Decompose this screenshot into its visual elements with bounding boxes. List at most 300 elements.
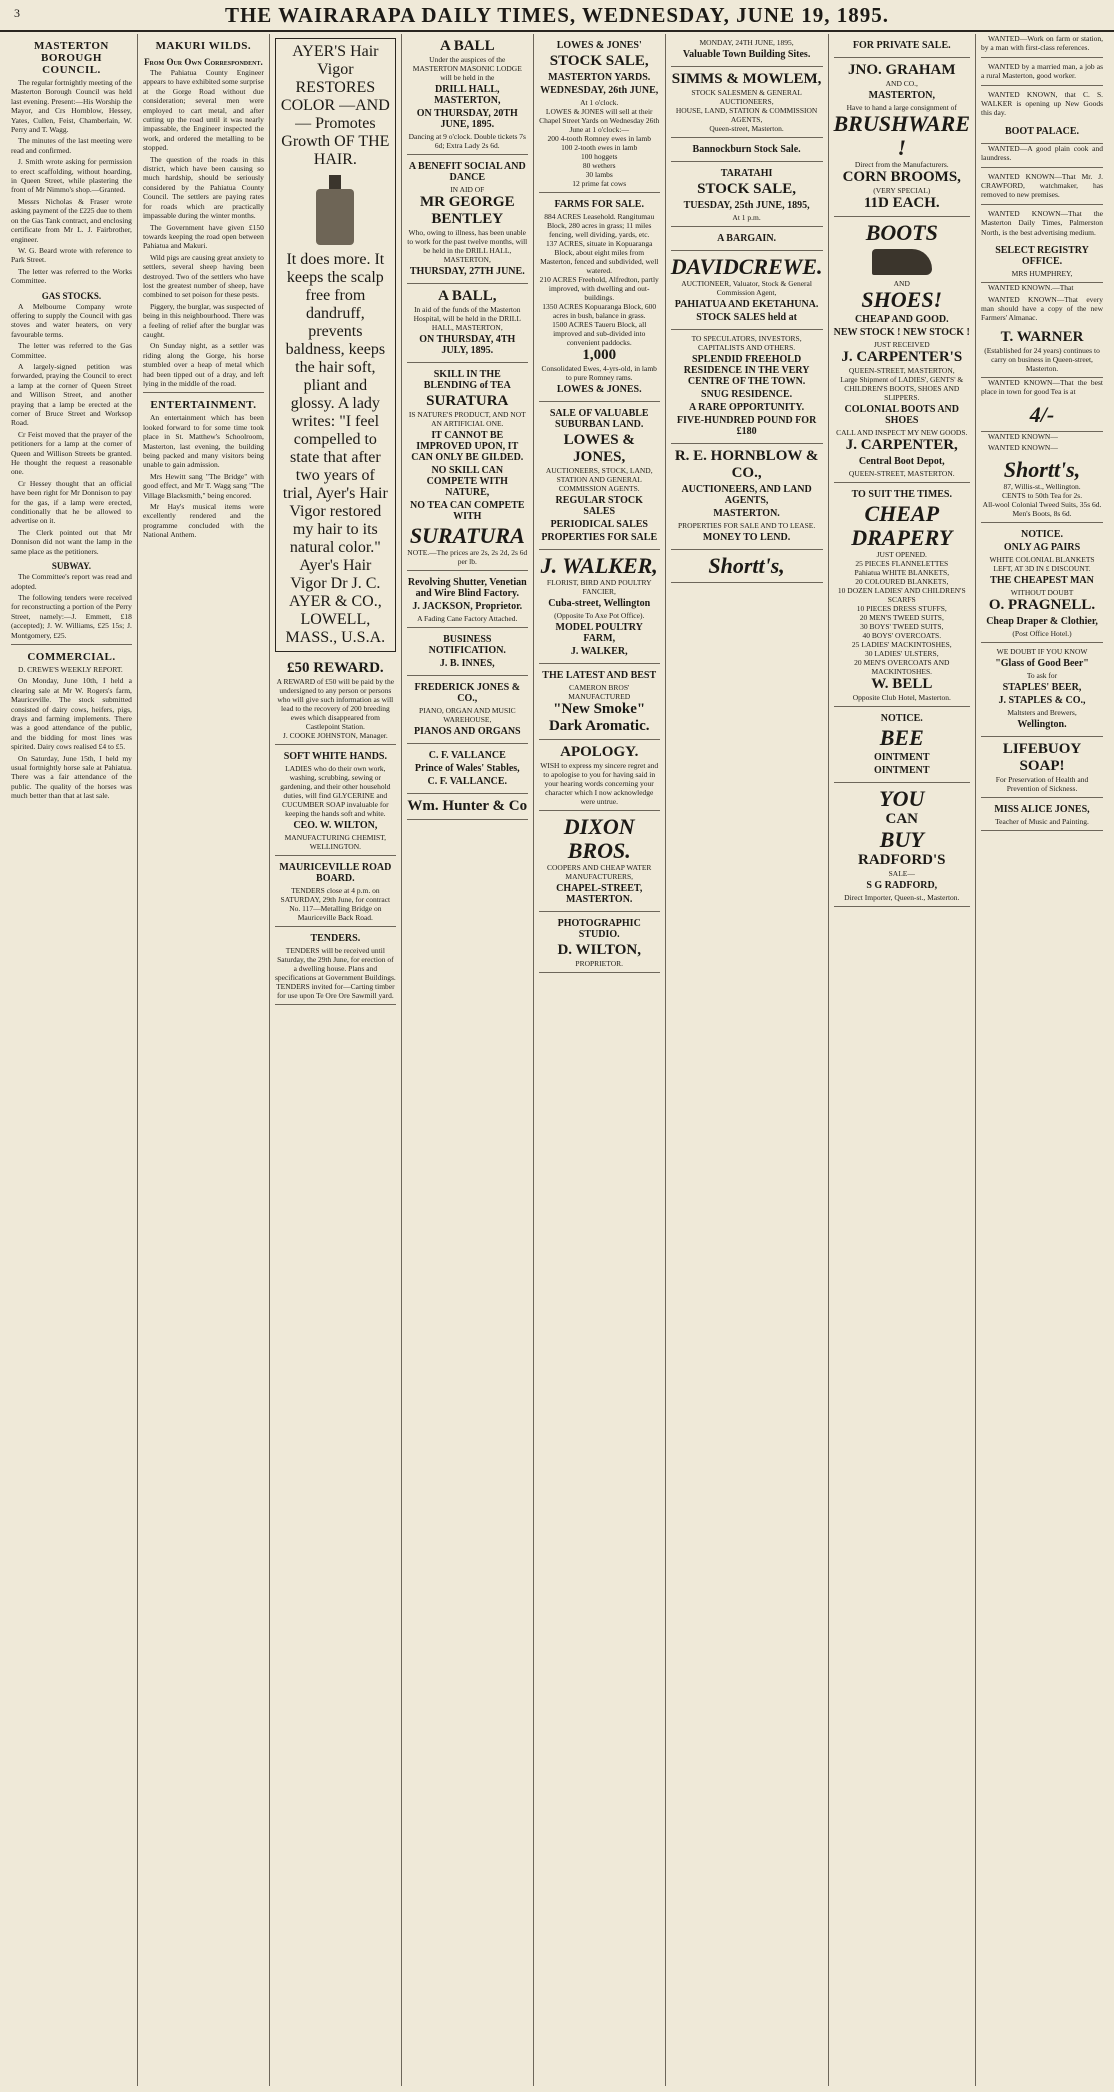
sura-note: NOTE.—The prices are 2s, 2s 2d, 2s 6d per lb. <box>407 548 528 566</box>
walker-addr: Cuba-street, Wellington <box>548 598 651 609</box>
para: A largely-signed petition was forwarded, praying the Council to erect a lamp at the corner of Queen Street and Willison Street, and another praying that a lamp be erected at the corner of Bruce Street and Worksop Road. <box>11 361 132 428</box>
warner-name: T. WARNER <box>1000 328 1084 345</box>
subheading: From Our Own Correspondent. <box>144 57 263 67</box>
dixon-trade: COOPERS AND CHEAP WATER MANUFACTURERS, <box>547 863 652 881</box>
price-line: 30 BOYS' TWEED SUITS, <box>860 622 944 631</box>
para: Mr Hay's musical items were excellently rendered and the programme concluded with the National Anthem. <box>142 502 264 540</box>
boot-icon <box>872 249 932 275</box>
subheading: ENTERTAINMENT. <box>150 399 257 412</box>
radfords: RADFORD'S <box>858 852 946 868</box>
ayer-product: Hair Vigor <box>317 43 379 78</box>
price-line: 25 PIECES FLANNELETTES <box>855 559 949 568</box>
para: On Saturday, June 15th, I held my usual fortnightly horse sale at Pahiatua. There was a fair attendance of the public. The quality of the horses was much better than that at last sale. <box>11 753 132 801</box>
para: Mrs Hewitt sang "The Bridge" with good effect, and Mr T. Wagg sang "The Village Blacksmith," being encored. <box>142 471 264 500</box>
tenders-body: TENDERS will be received until Saturday, the 29th June, for erection of a dwelling house. Plans and specifications at Government Buildings. <box>274 946 396 982</box>
benefit-advert <box>407 155 528 284</box>
piano-line: PIANO, ORGAN AND MUSIC WAREHOUSE, <box>418 706 516 724</box>
stock-item: 100 2-tooth ewes in lamb <box>561 143 638 152</box>
price-line: 40 BOYS' OVERCOATS. <box>862 631 942 640</box>
lowes-title: LOWES & JONES' <box>556 40 642 51</box>
para: J. Smith wrote asking for permission to erect scaffolding, without hoarding, in Queen Street, while plastering the front of Mr Nimmo's shop.—Granted. <box>11 157 132 195</box>
divider <box>981 204 1103 205</box>
staples-trade: Maltsters and Brewers, <box>1007 708 1077 718</box>
council-heading: MASTERTON BOROUGH COUNCIL. <box>34 40 109 76</box>
warner-advert <box>981 325 1103 378</box>
price-line: 30 LADIES' ULSTERS, <box>864 649 939 658</box>
stock-loc: MASTERTON YARDS. <box>548 72 651 83</box>
ball2-body: In aid of the funds of the Masterton Hospital, will be held in the DRILL HALL, MASTERTON, <box>413 305 521 332</box>
fivehundred: FIVE-HUNDRED POUND FOR £180 <box>676 415 817 437</box>
lifebuoy: LIFEBUOY SOAP! <box>1002 741 1082 775</box>
wanted-ad: WANTED KNOWN—That Mr. J. CRAWFORD, watchmaker, has removed to new premises. <box>981 171 1103 200</box>
lowes-sign: LOWES & JONES. <box>556 384 642 395</box>
farm-item: 884 ACRES Leasehold. Rangitumau Block, 280 acres in grass; 11 miles fencing, well dividing, yards, etc. <box>544 212 655 239</box>
davidcrewe-name: DAVIDCREWE. <box>670 254 823 279</box>
column-1 <box>6 34 138 2086</box>
pragnell-advert <box>981 523 1103 643</box>
walker-name: J. WALKER, <box>540 553 658 578</box>
page-number: 3 <box>14 6 21 20</box>
brushware-intro: Have to hand a large consignment of <box>846 103 957 112</box>
periodical: PERIODICAL SALES <box>550 519 648 530</box>
hornblow-trade: AUCTIONEERS, AND LAND AGENTS, <box>681 484 812 506</box>
simms-trade: STOCK SALESMEN & GENERAL AUCTIONEERS, <box>691 88 802 106</box>
subheading: GAS STOCKS. <box>41 290 102 301</box>
para: The following tenders were received for reconstructing a portion of the Perry Street, namely:—J. Emmett, £18 (accepted); J. W. Williams, £25 15s; J. Montgomery, £25. <box>11 592 132 640</box>
bell-loc: Opposite Club Hotel, Masterton. <box>852 693 951 702</box>
staples-advert <box>981 643 1103 737</box>
pragnell-name: O. PRAGNELL. <box>988 597 1096 614</box>
wilton-name: D. WILTON, <box>557 942 641 958</box>
staples-brand: STAPLES' BEER, <box>1002 682 1082 694</box>
jones-trade: Teacher of Music and Painting. <box>995 817 1089 827</box>
board-body: TENDERS close at 4 p.m. on SATURDAY, 29th June, for contract No. 117—Metalling Bridge on Mauriceville Back Road. <box>280 886 391 922</box>
stock-item: 30 lambs <box>585 170 613 179</box>
shortts-name: Shortt's, <box>708 553 785 578</box>
rare: A RARE OPPORTUNITY. <box>689 402 805 413</box>
pragnell-trade: Cheap Draper & Clothier, <box>986 616 1098 628</box>
para: On Sunday night, as a settler was riding along the Gorge, his horse stumbled over a heap of metal which had been tipped out of a dray, and left lying in the middle of the road. <box>142 341 264 388</box>
benefit-for: IN AID OF <box>450 185 485 194</box>
vallance-name: C. F. VALLANCE. <box>427 776 508 787</box>
stock-title: STOCK SALE, <box>549 53 649 69</box>
stock-time: At 1 o'clock. <box>580 98 619 107</box>
wanted-ad: WANTED—A good plain cook and laundress. <box>981 143 1103 163</box>
stock-date: WEDNESDAY, 26th JUNE, <box>540 85 659 96</box>
can: CAN <box>885 811 919 827</box>
benefit-title: A BENEFIT SOCIAL AND DANCE <box>408 161 526 183</box>
radford-advert <box>834 783 971 907</box>
column-4 <box>402 34 534 2086</box>
ayer-footer: Ayer's Hair Vigor <box>290 557 372 592</box>
column-3 <box>270 34 402 2086</box>
graham-co: AND CO., <box>885 79 918 88</box>
glass-to: To ask for <box>1026 671 1058 681</box>
without: WITHOUT DOUBT <box>1010 588 1074 598</box>
para: Messrs Nicholas & Fraser wrote asking payment of the £225 due to them on the Gas Tank contract, and enclosing certificate from Mr L. J. Fairbrother, engineer. <box>11 196 132 244</box>
divider <box>981 57 1103 58</box>
wanted-ad: WANTED KNOWN— <box>988 442 1058 452</box>
piano-advert <box>407 676 528 744</box>
tenders-title: TENDERS. <box>310 933 361 944</box>
hornblow-name: R. E. HORNBLOW & CO., <box>674 448 819 481</box>
innes-name: J. B. INNES, <box>439 658 495 669</box>
ayer-line: RESTORES <box>295 79 376 96</box>
regular: REGULAR STOCK SALES <box>555 495 643 517</box>
ceo-trade: MANUFACTURING CHEMIST, WELLINGTON. <box>284 833 387 851</box>
suit: TO SUIT THE TIMES. <box>851 489 952 500</box>
wanted-ad: WANTED KNOWN—That the best place in town for good Tea is at <box>981 377 1103 397</box>
vallance-advert <box>407 744 528 794</box>
davidcrewe-advert <box>671 251 823 330</box>
ceo-name: CEO. W. WILTON, <box>293 820 378 831</box>
jones-name: MISS ALICE JONES, <box>994 804 1090 816</box>
para: Cr Feist moved that the prayer of the petitioners for a lamp at the corner of Queen and Willison Streets be granted. He thought the request a reasonable one. <box>11 429 132 477</box>
revolving-advert <box>407 571 528 628</box>
newspaper-title: THE WAIRARAPA DAILY TIMES, WEDNESDAY, JUNE 19, 1895. <box>224 2 890 27</box>
para: The Pahiatua County Engineer appears to have exhibited some surprise at the Gorge Road without due consideration; several men were employed to cart metal, and after cutting up the road until it was nearly impassable, the Engineer inspected the work, and ordered the metalling to be stopped. <box>142 68 264 153</box>
soft-title: SOFT WHITE HANDS. <box>283 751 387 762</box>
loan-body: Consolidated Ewes, 4-yrs-old, in lamb to pure Romney rams. <box>541 364 657 382</box>
taratahi-advert <box>671 162 823 227</box>
pragnell-loc: (Post Office Hotel.) <box>1012 629 1072 639</box>
stock-body: LOWES & JONES will sell at their Chapel Street Yards on Wednesday 26th June at 1 o'clock:— <box>539 107 660 134</box>
private-sale-advert <box>834 34 971 58</box>
skill-title: SKILL IN THE BLENDING of TEA <box>423 369 511 391</box>
farm-item: 1500 ACRES Taueru Block, all improved and sub-divided into convenient paddocks. <box>552 320 647 347</box>
para: An entertainment which has been looked forward to for some time took place in St. Matthew's Schoolroom, Masterton, last evening, the building being packed and many visitors being unable to gain admission. <box>142 413 264 470</box>
benefit-body: Who, owing to illness, has been unable to work for the past twelve months, will be held in the DRILL HALL, MASTERTON, <box>407 228 528 264</box>
bannock-title: Bannockburn Stock Sale. <box>692 144 801 155</box>
four-shillings <box>981 399 1103 432</box>
tenders-advert <box>275 927 396 1005</box>
reward-body: A REWARD of £50 will be paid by the undersigned to any person or persons who will give such information as will lead to the recovery of 200 breeding ewes which disappeared from Castlepoint Station. <box>276 677 395 731</box>
para: The Clerk pointed out that Mr Donnison did not want the lamp in the same place as the petitioners. <box>11 527 132 556</box>
stock-item: 100 hoggets <box>580 152 618 161</box>
stock-sales-held: STOCK SALES held at <box>696 312 797 323</box>
stock-sale: STOCK SALE, <box>697 181 797 197</box>
snug: SNUG RESIDENCE. <box>701 389 793 400</box>
lifebuoy-advert <box>981 737 1103 798</box>
properties: PROPERTIES FOR SALE AND TO LEASE. <box>677 521 816 530</box>
sura-line: NO TEA CAN COMPETE WITH <box>410 500 525 522</box>
board-title: MAURICEVILLE ROAD BOARD. <box>279 862 392 884</box>
reward-advert <box>275 656 396 745</box>
pianos-line: PIANOS AND ORGANS <box>413 726 521 737</box>
bannockburn-advert <box>671 138 823 162</box>
staples-loc: Wellington. <box>1017 719 1067 731</box>
business-advert <box>407 628 528 676</box>
shortts-advert <box>671 550 823 583</box>
new-smoke: "New Smoke" Dark Aromatic. <box>548 701 650 734</box>
wanted-ad: WANTED KNOWN, that C. S. WALKER is opening up New Goods this day. <box>981 89 1103 118</box>
hornblow-loc: MASTERTON. <box>713 508 780 519</box>
colonial: COLONIAL BOOTS AND SHOES <box>844 404 960 426</box>
ayer-line: HAIR. <box>313 151 357 168</box>
corn-brooms: CORN BROOMS, <box>842 169 961 185</box>
model-farm: MODEL POULTRY FARM, <box>555 622 643 644</box>
boot-palace <box>981 120 1103 144</box>
latest2: CAMERON BROS' MANUFACTURED <box>568 683 631 701</box>
subheading: SUBWAY. <box>51 561 92 572</box>
corn-price: 11D EACH. <box>863 195 940 211</box>
hunter-name: Wm. Hunter & Co <box>407 798 528 814</box>
walker-note: (Opposite To Axe Pot Office). <box>554 611 645 620</box>
humphrey: MRS HUMPHREY, <box>1011 269 1073 279</box>
makuri-heading: MAKURI WILDS. <box>155 40 252 52</box>
you: YOU <box>879 786 925 811</box>
para: The Government have given £150 towards keeping the road open between Pahiatua and Makuri. <box>142 222 264 251</box>
boots-advert <box>834 217 971 483</box>
davidcrewe-loc: PAHIATUA AND EKETAHUNA. <box>674 299 819 310</box>
reward-sign: J. COOKE JOHNSTON, Manager. <box>282 731 388 740</box>
loan-count: 1,000 <box>582 347 617 363</box>
warner-body: (Established for 24 years) continues to carry on business in Queen-street, Masterton. <box>984 345 1100 373</box>
price-line: 20 MEN'S TWEED SUITS, <box>859 613 944 622</box>
tea-body: All-wool Colonial Tweed Suits, 35s 6d. Men's Boots, 8s 6d. <box>982 500 1102 519</box>
dixon-name: DIXON BROS. <box>563 814 635 863</box>
para: The Committee's report was read and adopted. <box>11 572 132 591</box>
auctioneers: AUCTIONEERS, STOCK, LAND, STATION AND GENERAL COMMISSION AGENTS. <box>545 466 653 493</box>
apology-advert <box>539 740 660 811</box>
bell-name: W. BELL <box>871 676 933 692</box>
latest: THE LATEST AND BEST <box>542 670 657 681</box>
wanted-ad: WANTED KNOWN—That every man should have a copy of the new Farmers' Almanac. <box>981 294 1103 323</box>
simms-name: SIMMS & MOWLEM, <box>671 71 822 87</box>
walker-advert <box>539 550 660 664</box>
bargain-title: A BARGAIN. <box>717 233 777 244</box>
para: Piggery, the burglar, was suspected of being in this neighbourhood. There was a feeling of relief after the burglar was caught. <box>142 301 264 339</box>
carpenter-body: Large Shipment of LADIES', GENTS' & CHILDREN'S BOOTS, SHOES AND SLIPPERS. <box>840 375 964 402</box>
stock-sale-advert <box>539 34 660 193</box>
sura-gold: IT CANNOT BE IMPROVED UPON, IT CAN ONLY BE GILDED. <box>411 430 524 463</box>
notice: NOTICE. <box>1021 529 1063 541</box>
business-title: BUSINESS NOTIFICATION. <box>428 634 506 656</box>
prince-stables: Prince of Wales' Stables, <box>414 763 520 774</box>
soft-hands-advert <box>275 745 396 856</box>
brushware: BRUSHWARE ! <box>833 111 971 160</box>
revolving-title: Revolving Shutter, Venetian and Wire Blind Factory. <box>407 577 527 599</box>
only-ag: ONLY AG PAIRS <box>1003 542 1081 554</box>
price-line: 25 LADIES' MACKINTOSHES, <box>851 640 952 649</box>
para: D. CREWE'S WEEKLY REPORT. <box>18 664 123 674</box>
town-sites-advert <box>671 34 823 67</box>
ayer-advert <box>275 38 396 652</box>
farm-item: 137 ACRES, situate in Kopuaranga Block, about eight miles from Masterton, fenced and subdivided, well watered. <box>540 239 659 275</box>
soft-body: LADIES who do their own work, washing, scrubbing, sewing or gardening, and their other household duties, will find GLYCERINE and CUCUMBER SOAP invaluable for keeping the hands soft and white. <box>280 764 391 818</box>
jones-advert <box>981 798 1103 831</box>
masthead <box>0 0 1114 32</box>
graham-advert <box>834 58 971 217</box>
carpenter-loc: QUEEN-STREET, MASTERTON, <box>848 366 955 375</box>
price-line: 20 MEN'S OVERCOATS AND MACKINTOSHES. <box>854 658 950 676</box>
stock-item: 200 4-tooth Romney ewes in lamb <box>547 134 651 143</box>
ayer-line: OF THE <box>334 133 390 150</box>
wilton-role: PROPRIETOR. <box>575 959 624 968</box>
call: CALL AND INSPECT MY NEW GOODS. <box>836 428 968 437</box>
para: A Melbourne Company wrote offering to supply the Council with gas stoves and water heaters, on very favourable terms. <box>11 301 132 339</box>
bee-advert <box>834 707 971 783</box>
para: Cr Hessey thought that an official have been right for Mr Donnison to pay for the gas, if a lamp were erected, conditionally that he be allowed to advertise on it. <box>11 478 132 526</box>
farm-item: 1350 ACRES Kopuaranga Block, 600 acres in bush, balance in grass. <box>542 302 657 320</box>
cheapest: THE CHEAPEST MAN <box>990 575 1094 587</box>
graham-loc: MASTERTON, <box>868 90 935 101</box>
radford-addr: Direct Importer, Queen-st., Masterton. <box>844 893 960 902</box>
sale-title: SALE OF VALUABLE SUBURBAN LAND. <box>549 408 649 430</box>
hair-vigor-bottle-icon <box>316 175 354 245</box>
buy: BUY <box>879 827 924 852</box>
ayer-line: COLOR <box>280 97 336 114</box>
divider <box>981 167 1103 168</box>
dixon-advert <box>539 811 660 912</box>
ball-date: ON THURSDAY, 20TH JUNE, 1895. <box>416 108 518 130</box>
private-title: FOR PRIVATE SALE. <box>852 40 951 51</box>
ball-venue: DRILL HALL, MASTERTON, <box>434 84 501 106</box>
column-8 <box>976 34 1108 2086</box>
dixon-addr: CHAPEL-STREET, MASTERTON. <box>556 883 643 905</box>
registry-advert <box>981 239 1103 283</box>
farm-title: FARMS FOR SALE. <box>554 199 644 210</box>
agents: TO SPECULATORS, INVESTORS, CAPITALISTS AND OTHERS. <box>691 334 802 352</box>
sura-tag: IS NATURE'S PRODUCT, AND NOT AN ARTIFICIAL ONE. <box>408 410 526 428</box>
para: The regular fortnightly meeting of the Masterton Borough Council was held last evening. Present:—His Worship the Mayor, and Crs Hornblow, Hessey, Yates, Cullen, Feist, Chamberlain, W. Perry and T. Wagg. <box>11 78 132 135</box>
farm-item: 210 ACRES Freehold, Alfredton, partly improved, with dwelling and out-buildings. <box>539 275 659 302</box>
divider <box>143 392 264 393</box>
and: AND <box>893 279 910 288</box>
para: W. G. Beard wrote with reference to Park Street. <box>11 245 132 265</box>
radford-sign: S G RADFORD, <box>866 880 938 891</box>
simms-house: HOUSE, LAND, STATION & COMMISSION AGENTS, <box>675 106 818 124</box>
revolving-name: J. JACKSON, Proprietor. <box>412 601 523 612</box>
opened: JUST OPENED. <box>876 550 927 559</box>
ayer-name: AYER'S <box>292 43 347 60</box>
splendid: SPLENDID FREEHOLD RESIDENCE IN THE VERY CENTRE OF THE TOWN. <box>683 354 810 387</box>
para: On Monday, June 10th, I held a clearing sale at Mr W. Rogers's farm, Mauriceville. The stock submitted consisted of dairy cows, heifers, pigs, drays and farming implements. There was a good attendance of the public, and the bidding for most lines was spirited. Dairy cows realised £4 to £5. <box>11 676 132 752</box>
ball2-date: ON THURSDAY, 4TH JULY, 1895. <box>419 334 516 356</box>
boot-palace-title: BOOT PALACE. <box>1004 125 1080 137</box>
corn-sub: (VERY SPECIAL) <box>873 186 931 195</box>
ointment: OINTMENT <box>873 752 930 763</box>
ayer-line: —AND— <box>295 97 390 132</box>
divider <box>11 644 132 645</box>
four: 4/- <box>1029 401 1055 427</box>
stock-date: TUESDAY, 25th JUNE, 1895, <box>683 200 810 211</box>
new-stock: NEW STOCK ! NEW STOCK ! <box>833 327 970 338</box>
ayer-maker: Dr J. C. AYER & CO., LOWELL, MASS., U.S.A. <box>285 575 386 646</box>
properties: PROPERTIES FOR SALE <box>541 532 658 543</box>
sale: SALE— <box>888 869 915 878</box>
central: Central Boot Depot, <box>858 456 945 467</box>
stock-item: 12 prime fat cows <box>572 179 627 188</box>
tea-notice: CENTS to 50th Tea for 2s. <box>1001 491 1083 501</box>
ayer-line: Promotes Growth <box>281 115 376 150</box>
column-6 <box>666 34 829 2086</box>
stock-time: At 1 p.m. <box>732 213 761 222</box>
hornblow-advert <box>671 444 823 550</box>
just: JUST RECEIVED <box>873 340 930 349</box>
subheading: COMMERCIAL. <box>27 650 116 663</box>
ball-advert <box>407 34 528 155</box>
boots: BOOTS <box>865 220 938 245</box>
ball-body: Under the auspices of the MASTERTON MASONIC LODGE will be held in the <box>412 55 522 82</box>
cheap: CHEAP AND GOOD. <box>854 314 949 325</box>
graham-name: JNO. GRAHAM <box>848 62 956 78</box>
suratura-advert <box>407 363 528 571</box>
divider <box>981 85 1103 86</box>
farms-advert <box>539 193 660 402</box>
shortts-name: Shortt's, <box>1003 457 1081 483</box>
reward-title: £50 REWARD. <box>287 660 384 676</box>
tobacco-advert <box>539 664 660 740</box>
walker-sign: J. WALKER, <box>570 646 628 657</box>
hunter-advert <box>407 794 528 820</box>
shortts-advert <box>981 454 1103 523</box>
stock-item: 80 wethers <box>582 161 616 170</box>
ball-extra: Dancing at 9 o'clock. Double tickets 7s 6d; Extra Lady 2s 6d. <box>408 132 526 150</box>
white: WHITE COLONIAL BLANKETS LEFT, AT 3D IN £ DISCOUNT. <box>989 555 1095 574</box>
central-loc: QUEEN-STREET, MASTERTON. <box>848 469 955 478</box>
taratahi: TARATAHI <box>720 168 773 179</box>
shortts-addr: 87, Willis-st., Wellington. <box>1003 482 1081 492</box>
price-line: 10 DOZEN LADIES' AND CHILDREN'S SCARFS <box>837 586 966 604</box>
board-advert <box>275 856 396 927</box>
wanted-ad: WANTED by a married man, a job as a rural Masterton, good worker. <box>981 61 1103 81</box>
drapery-advert <box>834 483 971 707</box>
benefit-date: THURSDAY, 27TH JUNE. <box>409 266 525 277</box>
column-5 <box>534 34 666 2086</box>
price-line: Pahiatua WHITE BLANKETS, <box>854 568 950 577</box>
staples-name: J. STAPLES & CO., <box>998 695 1086 707</box>
valuable-title: Valuable Town Building Sites. <box>682 49 811 60</box>
walker-trade: FLORIST, BIRD AND POULTRY FANCIER, <box>546 578 652 596</box>
para: The minutes of the last meeting were read and confirmed. <box>11 136 132 155</box>
tenders-body: TENDERS invited for—Carting timber for use upon Te Ore Ore Sawmill yard. <box>276 982 395 1000</box>
vallance-name: C. F. VALLANCE <box>428 750 506 761</box>
glass: "Glass of Good Beer" <box>995 658 1089 670</box>
cheap2: CHEAP <box>864 501 940 526</box>
benefit-name: MR GEORGE BENTLEY <box>419 194 515 227</box>
select-title: SELECT REGISTRY OFFICE. <box>995 245 1089 268</box>
wanted-ad: WANTED—Work on farm or station, by a man with first-class references. <box>981 34 1103 53</box>
carpenter2: J. CARPENTER, <box>845 437 958 453</box>
notice: NOTICE. <box>880 713 923 724</box>
photo-title: PHOTOGRAPHIC STUDIO. <box>557 918 641 940</box>
para: The letter was referred to the Gas Committee. <box>11 341 132 360</box>
photo-advert <box>539 912 660 973</box>
price-line: 10 PIECES DRESS STUFFS, <box>856 604 947 613</box>
para: Wild pigs are causing great anxiety to settlers, several sheep having been destroyed. Two of the settlers who have lost the greatest number of sheep, have combined to set poison for these pests. <box>142 252 264 300</box>
fading: A Fading Cane Factory Attached. <box>417 614 518 623</box>
we: WE DOUBT IF YOU KNOW <box>996 647 1088 657</box>
brushware-note: Direct from the Manufacturers. <box>854 160 949 169</box>
drapery: DRAPERY <box>851 525 953 550</box>
simms-advert <box>671 67 823 138</box>
wanted-ad: WANTED KNOWN— <box>988 431 1058 441</box>
price-line: 20 COLOURED BLANKETS, <box>855 577 949 586</box>
davidcrewe-trade: AUCTIONEER, Valuator, Stock & General Commission Agent, <box>681 279 812 297</box>
para: The question of the roads in this district, which have been causing so much hardship, should be seriously considered by the Pahiatua County Council. The settlers are paying rates for roads which are practically impassable during the winter months. <box>142 154 264 221</box>
columns <box>6 34 1108 2086</box>
money: MONEY TO LEND. <box>702 532 791 543</box>
apology-title: APOLOGY. <box>560 744 639 760</box>
bee: BEE <box>879 725 924 750</box>
lifebuoy-body: For Preservation of Health and Prevention of Sickness. <box>995 775 1089 794</box>
column-2 <box>138 34 270 2086</box>
column-7 <box>829 34 977 2086</box>
wanted-ad: WANTED KNOWN.—That <box>988 283 1074 293</box>
sura-name: SURATURA <box>409 523 525 548</box>
lowes-jones-advert <box>539 402 660 550</box>
